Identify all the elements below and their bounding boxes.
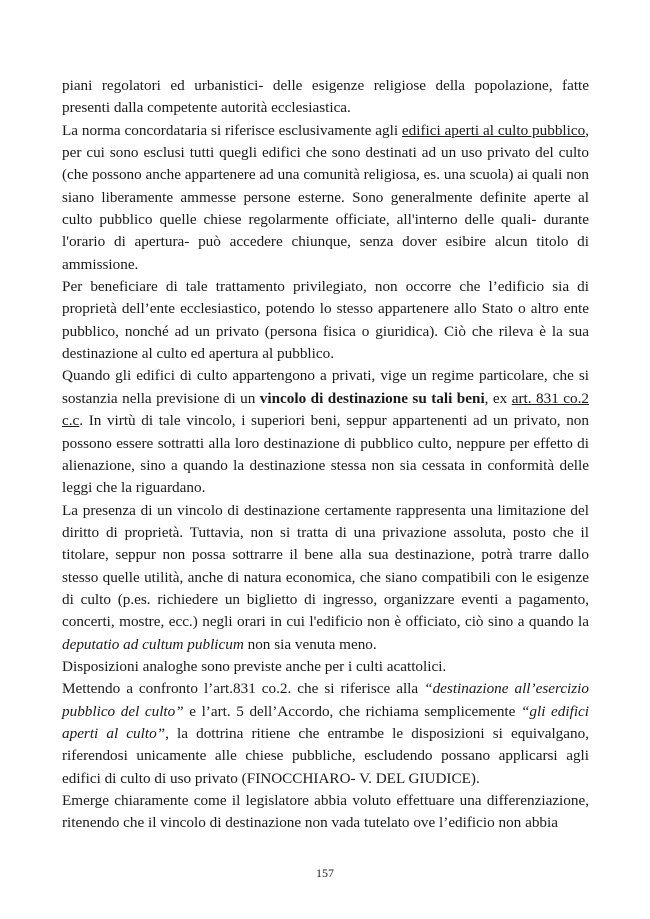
paragraph-p4 <box>62 365 589 499</box>
text-run: . In virtù di tale vincolo, i superiori beni, seppur appartenenti ad un privato, non possono essere sottratti alla loro destinazione di pubblico culto, neppure per effetto di alienazione, sino a quando la destinazione stessa non sia cessata in conformità delle leggi che la riguardano. <box>62 412 589 497</box>
italic-text: deputatio ad cultum publicum <box>62 635 244 653</box>
paragraph-p3 <box>62 276 589 365</box>
underlined-text: edifici aperti al culto pubblico <box>401 121 586 139</box>
paragraph-p1 <box>62 75 589 120</box>
italic-text: “gli edifici aperti al culto” <box>62 702 589 742</box>
bold-text: vincolo di destinazione su tali beni <box>259 389 485 407</box>
paragraph-p7 <box>62 678 589 790</box>
paragraph-p5 <box>62 500 589 656</box>
text-run: La presenza di un vincolo di destinazione certamente rappresenta una limitazione del diritto di proprietà. Tuttavia, non si tratta di una privazione assoluta, posto che il titolare, seppur non possa sottrarre il bene alla sua destinazione, potrà trarre dallo stesso quelle utilità, anche di natura economica, che siano compatibili con le esigenze di culto (p.es. richiedere un biglietto di ingresso, organizzare eventi a pagamento, concerti, mostre, ecc.) negli orari in cui l'edificio non è officiato, ciò sino a quando la <box>62 501 589 631</box>
document-body <box>62 75 589 835</box>
text-run: , per cui sono esclusi tutti quegli edifici che sono destinati ad un uso privato del culto (che possono anche appartenere ad una comunità religiosa, es. una scuola) ai quali non siano liberamente ammesse persone esterne. Sono generalmente definite aperte al culto pubblico quelle chiese regolarmente officiate, all'interno delle quali- durante l'orario di apertura- può accedere chiunque, senza dover esibire alcun titolo di ammissione. <box>62 121 589 273</box>
text-run: piani regolatori ed urbanistici- delle esigenze religiose della popolazione, fatte presenti dalla competente autorità ecclesiastica. <box>62 77 589 117</box>
paragraph-p6 <box>62 656 589 678</box>
page-number: 157 <box>316 866 334 880</box>
text-run: Per beneficiare di tale trattamento privilegiato, non occorre che l’edificio sia di proprietà dell’ente ecclesiastico, potendo lo stesso appartenere allo Stato o altro ente pubblico, nonché ad un privato (persona fisica o giuridica). Ciò che rileva è la sua destinazione al culto ed apertura al pubblico. <box>62 278 589 363</box>
text-run: Quando gli edifici di culto appartengono a privati, vige un regime particolare, che si sostanzia nella previsione di un <box>62 367 589 407</box>
text-run: , la dottrina ritiene che entrambe le disposizioni si equivalgano, riferendosi unicamente alle chiese pubbliche, escludendo possano applicarsi agli edifici di culto di uso privato (FINOCCHIARO- V. DEL GIUDICE). <box>62 724 589 787</box>
italic-text: “destinazione all’esercizio pubblico del culto” <box>62 680 589 720</box>
underlined-text: art. 831 co.2 c.c <box>62 389 590 430</box>
text-run: Emerge chiaramente come il legislatore abbia voluto effettuare una differenziazione, ritenendo che il vincolo di destinazione non vada tutelato ove l’edificio non abbia <box>62 792 589 832</box>
text-run: Mettendo a confronto l’art.831 co.2. che si riferisce alla <box>62 680 425 698</box>
text-run: e l’art. 5 dell’Accordo, che richiama semplicemente <box>183 702 521 720</box>
text-run: non sia venuta meno. <box>243 635 377 653</box>
paragraph-p2 <box>62 120 589 276</box>
text-run: , ex <box>484 389 512 407</box>
text-run: La norma concordataria si riferisce esclusivamente agli <box>62 121 402 139</box>
paragraph-p8 <box>62 790 589 835</box>
text-run: Disposizioni analoghe sono previste anche per i culti acattolici. <box>62 657 447 675</box>
